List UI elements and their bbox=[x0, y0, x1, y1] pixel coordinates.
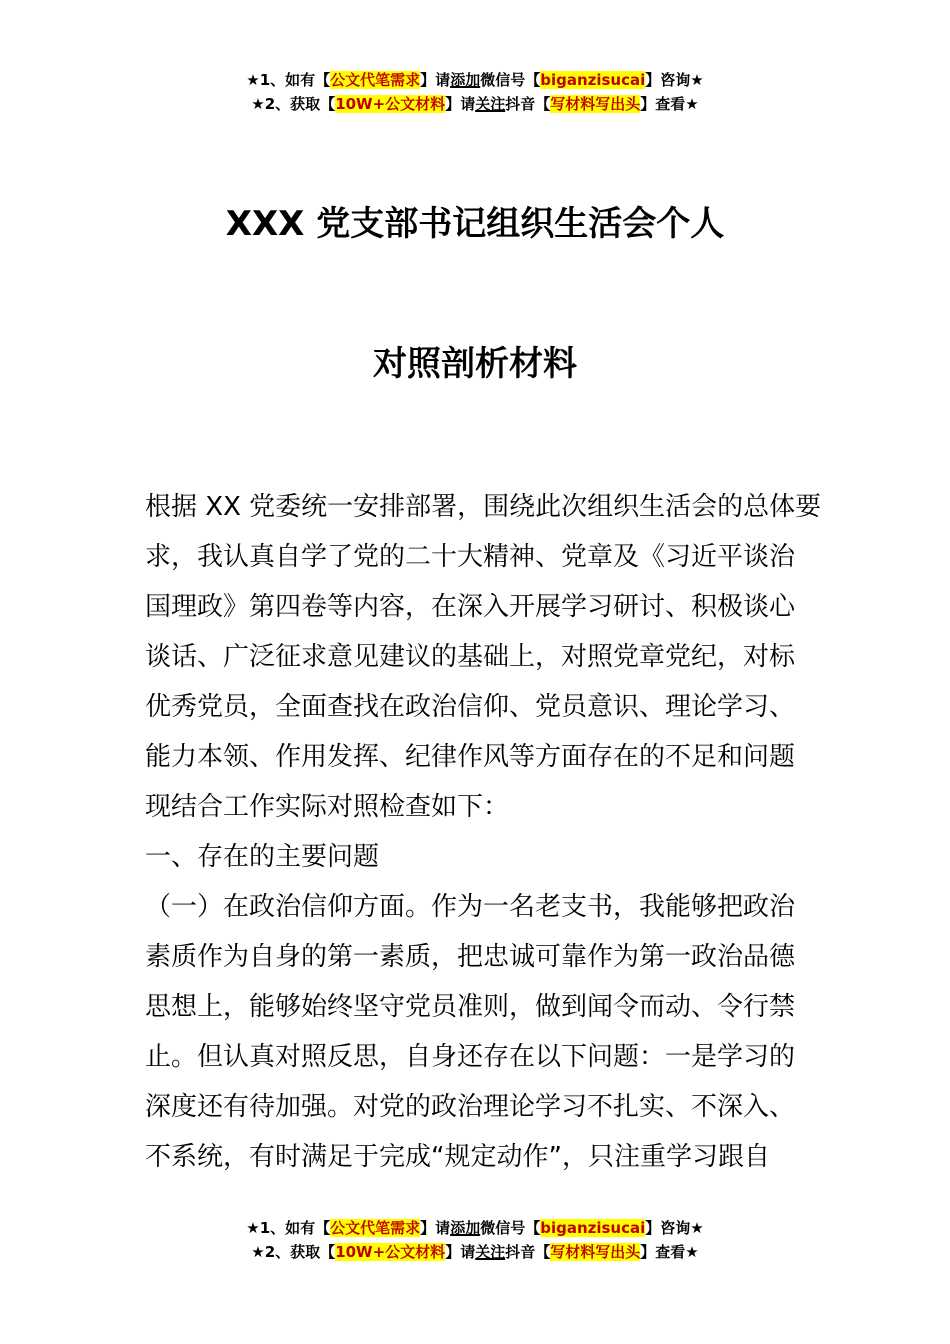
banner-text: 】查看★ bbox=[640, 95, 699, 113]
banner-text: 微信号【 bbox=[480, 71, 541, 89]
banner-text: 微信号【 bbox=[480, 1219, 541, 1237]
banner-emphasis: 添加 bbox=[450, 71, 481, 89]
header-banner bbox=[0, 68, 950, 116]
body-line: 深度还有待加强。对党的政治理论学习不扎实、不深入、 bbox=[145, 1092, 796, 1122]
banner-text: 】请 bbox=[445, 1243, 476, 1261]
body-line: 素质作为自身的第一素质，把忠诚可靠作为第一政治品德 bbox=[145, 942, 796, 972]
document-title-line-1: XXX 党支部书记组织生活会个人 bbox=[225, 204, 725, 244]
highlight-douyin-account: 写材料写出头 bbox=[550, 95, 641, 113]
section-heading: 一、存在的主要问题 bbox=[145, 842, 380, 872]
body-line: 思想上，能够始终坚守党员准则，做到闻令而动、令行禁 bbox=[145, 992, 796, 1022]
banner-text: ★2、获取【 bbox=[251, 95, 336, 113]
banner-emphasis: 关注 bbox=[475, 95, 506, 113]
highlight-wechat-id: biganzisucai bbox=[540, 1219, 646, 1237]
banner-text: ★1、如有【 bbox=[246, 71, 331, 89]
highlight-materials: 10W+公文材料 bbox=[335, 95, 446, 113]
banner-text: 】查看★ bbox=[640, 1243, 699, 1261]
banner-line-2 bbox=[0, 92, 950, 116]
banner-text: 】请 bbox=[445, 95, 476, 113]
highlight-service: 公文代笔需求 bbox=[330, 1219, 421, 1237]
banner-text: 抖音【 bbox=[505, 1243, 551, 1261]
body-line: 谈话、广泛征求意见建议的基础上，对照党章党纪，对标 bbox=[145, 642, 796, 672]
highlight-douyin-account: 写材料写出头 bbox=[550, 1243, 641, 1261]
banner-emphasis: 添加 bbox=[450, 1219, 481, 1237]
banner-line-1 bbox=[0, 68, 950, 92]
body-line: 不系统，有时满足于完成“规定动作”，只注重学习跟自 bbox=[145, 1142, 770, 1172]
banner-text: 】请 bbox=[420, 71, 451, 89]
highlight-service: 公文代笔需求 bbox=[330, 71, 421, 89]
banner-emphasis: 关注 bbox=[475, 1243, 506, 1261]
banner-text: ★1、如有【 bbox=[246, 1219, 331, 1237]
highlight-materials: 10W+公文材料 bbox=[335, 1243, 446, 1261]
body-line: 现结合工作实际对照检查如下： bbox=[145, 792, 510, 822]
banner-text: 】请 bbox=[420, 1219, 451, 1237]
banner-text: 】咨询★ bbox=[645, 71, 704, 89]
banner-line-1 bbox=[0, 1216, 950, 1240]
body-line: 国理政》第四卷等内容，在深入开展学习研讨、积极谈心 bbox=[145, 592, 796, 622]
body-line: 止。但认真对照反思，自身还存在以下问题：一是学习的 bbox=[145, 1042, 796, 1072]
body-line: 求，我认真自学了党的二十大精神、党章及《习近平谈治 bbox=[145, 542, 796, 572]
body-line: 根据 XX 党委统一安排部署，围绕此次组织生活会的总体要 bbox=[145, 492, 822, 522]
banner-text: ★2、获取【 bbox=[251, 1243, 336, 1261]
highlight-wechat-id: biganzisucai bbox=[540, 71, 646, 89]
banner-line-2 bbox=[0, 1240, 950, 1264]
footer-banner bbox=[0, 1216, 950, 1264]
document-body bbox=[145, 482, 822, 1182]
banner-text: 抖音【 bbox=[505, 95, 551, 113]
banner-text: 】咨询★ bbox=[645, 1219, 704, 1237]
body-line: 能力本领、作用发挥、纪律作风等方面存在的不足和问题 bbox=[145, 742, 796, 772]
body-line: （一）在政治信仰方面。作为一名老支书，我能够把政治 bbox=[145, 892, 796, 922]
document-title-line-2: 对照剖析材料 bbox=[373, 344, 577, 384]
body-line: 优秀党员，全面查找在政治信仰、党员意识、理论学习、 bbox=[145, 692, 796, 722]
